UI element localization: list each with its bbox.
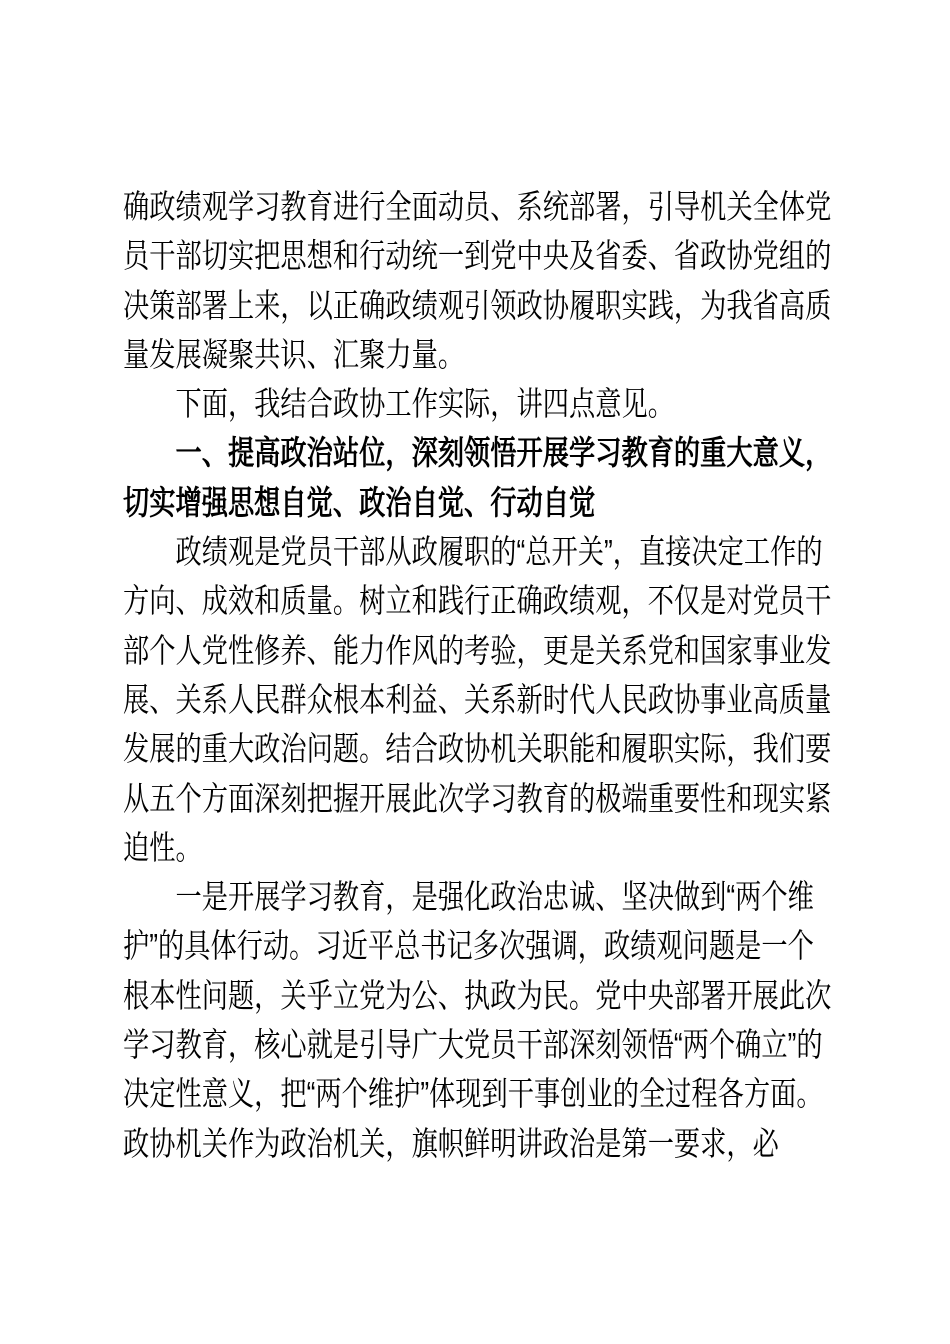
paragraph: 确政绩观学习教育进行全面动员、系统部署，引导机关全体党员干部切实把思想和行动统一到党中央及省委、省政协党组的决策部署上来，以正确政绩观引领政协履职实践，为我省高质量发展凝聚共识、汇聚力量。: [123, 188, 832, 373]
section-heading: 一、提高政治站位，深刻领悟开展学习教育的重大意义，切实增强思想自觉、政治自觉、行动自觉: [123, 434, 832, 521]
paragraph: 政绩观是党员干部从政履职的“总开关”，直接决定工作的方向、成效和质量。树立和践行正确政绩观，不仅是对党员干部个人党性修养、能力作风的考验，更是关系党和国家事业发展、关系人民群众根本利益、关系新时代人民政协事业高质量发展的重大政治问题。结合政协机关职能和履职实际，我们要从五个方面深刻把握开展此次学习教育的极端重要性和现实紧迫性。: [123, 533, 832, 866]
document-text-container: [123, 182, 836, 1168]
paragraph: 一是开展学习教育，是强化政治忠诚、坚决做到“两个维护”的具体行动。习近平总书记多次强调，政绩观问题是一个根本性问题，关乎立党为公、执政为民。党中央部署开展此次学习教育，核心就是引导广大党员干部深刻领悟“两个确立”的决定性意义，把“两个维护”体现到干事创业的全过程各方面。政协机关作为政治机关，旗帜鲜明讲政治是第一要求，必: [123, 878, 832, 1162]
paragraph: 下面，我结合政协工作实际，讲四点意见。: [175, 385, 674, 423]
